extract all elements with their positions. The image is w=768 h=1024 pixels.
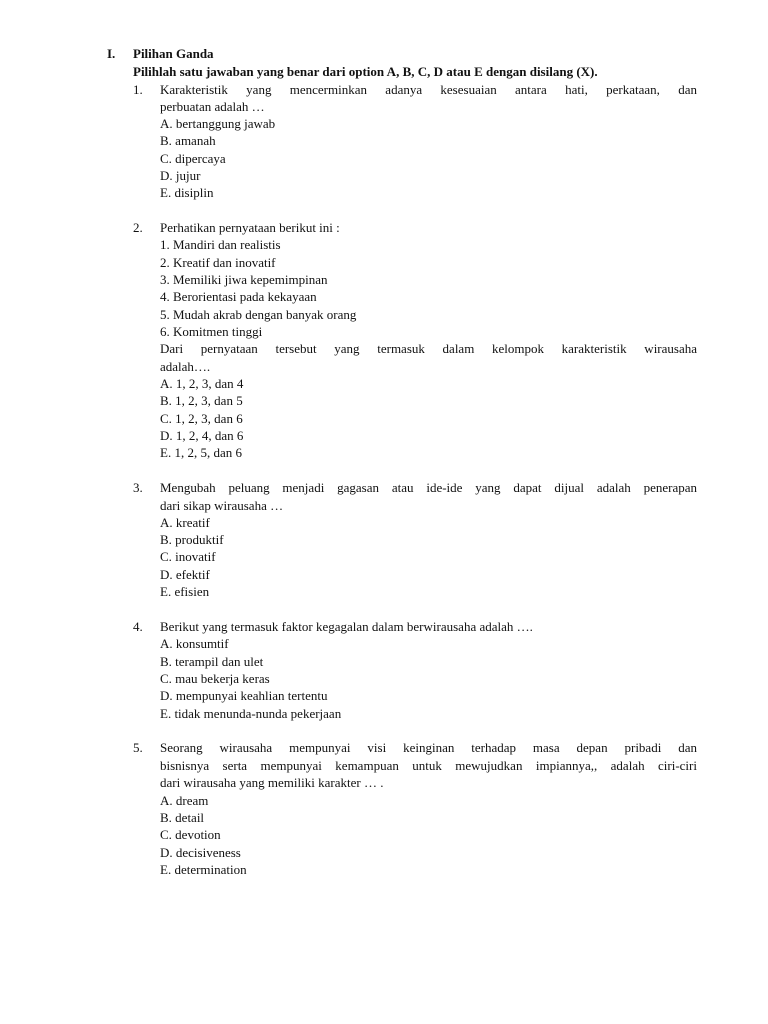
statement-6: 6. Komitmen tinggi — [160, 324, 263, 339]
section-title: Pilihan Ganda — [133, 46, 214, 61]
option-b: B. 1, 2, 3, dan 5 — [160, 393, 243, 408]
option-c: C. mau bekerja keras — [160, 671, 270, 686]
option-b: B. amanah — [160, 133, 216, 148]
option-a: A. kreatif — [160, 515, 210, 530]
question-stem-line: perbuatan adalah … — [160, 99, 265, 114]
question-number: 5. — [133, 740, 143, 755]
option-e: E. determination — [160, 862, 247, 877]
question-number: 1. — [133, 82, 143, 97]
statement-2: 2. Kreatif dan inovatif — [160, 255, 276, 270]
section-roman: I. — [107, 46, 116, 61]
question-stem-line: bisnisnya serta mempunyai kemampuan untuk mewujudkan impiannya,, adalah ciri-ciri — [160, 758, 697, 773]
option-d: D. 1, 2, 4, dan 6 — [160, 428, 244, 443]
section-instruction: Pilihlah satu jawaban yang benar dari option A, B, C, D atau E dengan disilang (X). — [133, 64, 598, 79]
option-a: A. konsumtif — [160, 636, 229, 651]
question-followup-line: adalah…. — [160, 359, 211, 374]
question-number: 2. — [133, 220, 143, 235]
question-stem-line: dari sikap wirausaha … — [160, 498, 284, 513]
option-e: E. disiplin — [160, 185, 214, 200]
option-a: A. 1, 2, 3, dan 4 — [160, 376, 244, 391]
statement-5: 5. Mudah akrab dengan banyak orang — [160, 307, 357, 322]
question-followup-line: Dari pernyataan tersebut yang termasuk dalam kelompok karakteristik wirausaha — [160, 341, 697, 356]
question-stem-line: Mengubah peluang menjadi gagasan atau ide-ide yang dapat dijual adalah penerapan — [160, 480, 697, 495]
option-c: C. inovatif — [160, 549, 216, 564]
question-number: 4. — [133, 619, 143, 634]
statement-3: 3. Memiliki jiwa kepemimpinan — [160, 272, 328, 287]
question-number: 3. — [133, 480, 143, 495]
option-e: E. efisien — [160, 584, 210, 599]
option-e: E. tidak menunda-nunda pekerjaan — [160, 706, 342, 721]
option-c: C. 1, 2, 3, dan 6 — [160, 411, 243, 426]
option-e: E. 1, 2, 5, dan 6 — [160, 445, 242, 460]
option-d: D. jujur — [160, 168, 201, 183]
question-stem-line: Perhatikan pernyataan berikut ini : — [160, 220, 340, 235]
option-a: A. dream — [160, 793, 209, 808]
question-stem-line: Seorang wirausaha mempunyai visi keinginan terhadap masa depan pribadi dan — [160, 740, 697, 755]
option-c: C. dipercaya — [160, 151, 226, 166]
statement-4: 4. Berorientasi pada kekayaan — [160, 289, 317, 304]
statement-1: 1. Mandiri dan realistis — [160, 237, 281, 252]
option-d: D. decisiveness — [160, 845, 241, 860]
option-b: B. produktif — [160, 532, 224, 547]
option-a: A. bertanggung jawab — [160, 116, 276, 131]
question-stem-line: Berikut yang termasuk faktor kegagalan dalam berwirausaha adalah …. — [160, 619, 533, 634]
option-d: D. mempunyai keahlian tertentu — [160, 688, 328, 703]
option-b: B. detail — [160, 810, 205, 825]
question-stem-line: Karakteristik yang mencerminkan adanya kesesuaian antara hati, perkataan, dan — [160, 82, 697, 97]
option-d: D. efektif — [160, 567, 210, 582]
option-b: B. terampil dan ulet — [160, 654, 264, 669]
option-c: C. devotion — [160, 827, 221, 842]
question-stem-line: dari wirausaha yang memiliki karakter … . — [160, 775, 384, 790]
